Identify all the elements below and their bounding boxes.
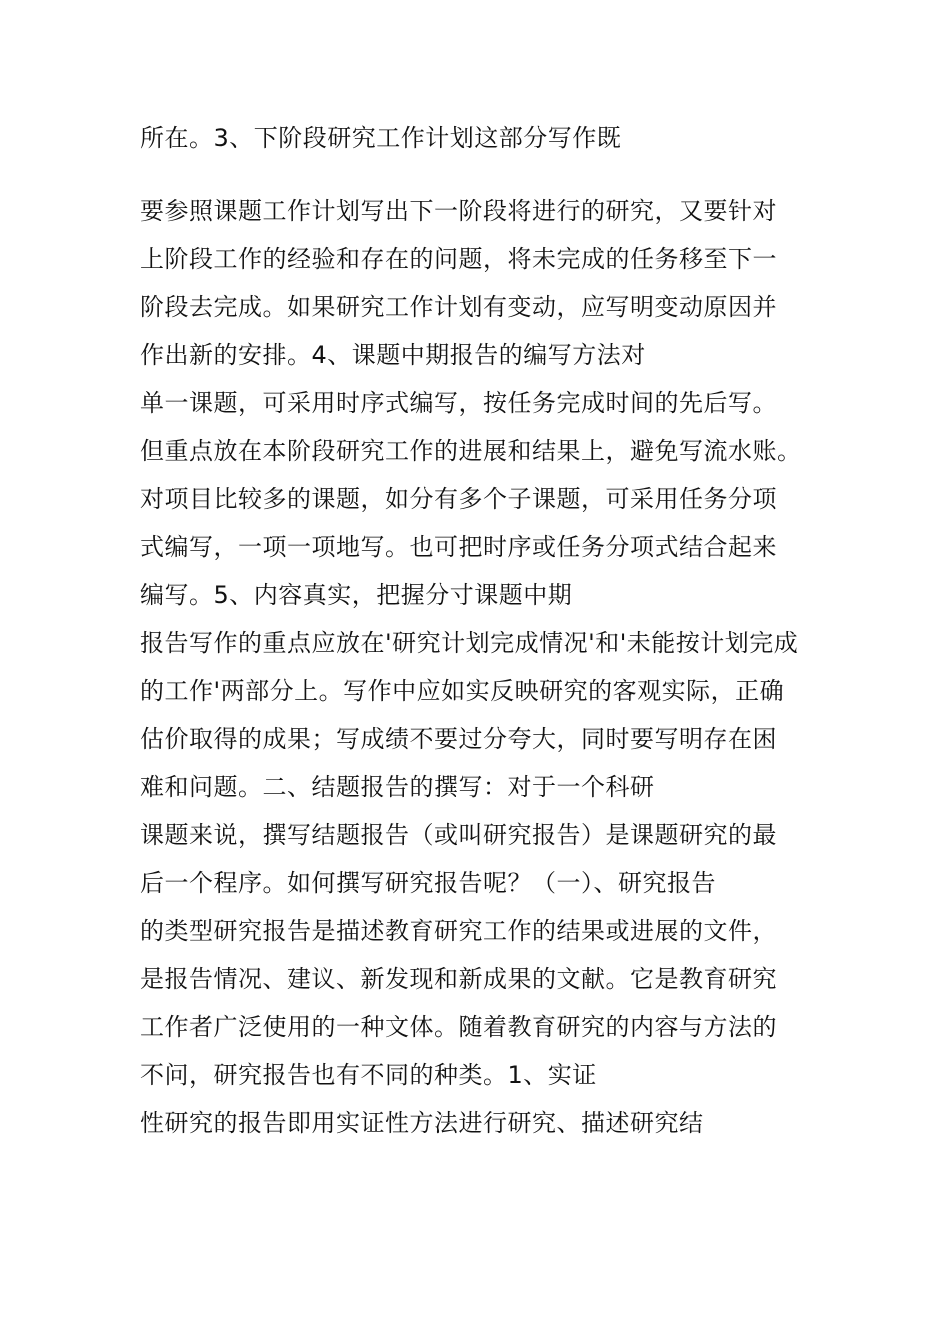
text-line: 阶段去完成。如果研究工作计划有变动，应写明变动原因并: [140, 293, 777, 321]
text-line: 不问，研究报告也有不同的种类。1、实证: [140, 1061, 597, 1089]
text-line: 要参照课题工作计划写出下一阶段将进行的研究，又要针对: [140, 197, 777, 225]
text-line: 但重点放在本阶段研究工作的进展和结果上，避免写流水账。: [140, 437, 802, 465]
document-body: [140, 114, 830, 1147]
text-line: 的工作'两部分上。写作中应如实反映研究的客观实际，正确: [140, 677, 785, 705]
text-line: 性研究的报告即用实证性方法进行研究、描述研究结: [140, 1109, 704, 1137]
text-line: 式编写，一项一项地写。也可把时序或任务分项式结合起来: [140, 533, 777, 561]
text-line: 对项目比较多的课题，如分有多个子课题，可采用任务分项: [140, 485, 777, 513]
text-line: 是报告情况、建议、新发现和新成果的文献。它是教育研究: [140, 965, 777, 993]
text-line: 作出新的安排。4、课题中期报告的编写方法对: [140, 341, 646, 369]
text-line: 工作者广泛使用的一种文体。随着教育研究的内容与方法的: [140, 1013, 777, 1041]
text-line: 后一个程序。如何撰写研究报告呢？（一）、研究报告: [140, 869, 716, 897]
text-line: 上阶段工作的经验和存在的问题，将未完成的任务移至下一: [140, 245, 777, 273]
text-line: 报告写作的重点应放在'研究计划完成情况'和'未能按计划完成: [140, 629, 799, 657]
text-line: 所在。3、下阶段研究工作计划这部分写作既: [140, 124, 622, 152]
text-line: 课题来说，撰写结题报告（或叫研究报告）是课题研究的最: [140, 821, 777, 849]
text-line: 单一课题，可采用时序式编写，按任务完成时间的先后写。: [140, 389, 777, 417]
text-line: 估价取得的成果；写成绩不要过分夸大，同时要写明存在困: [140, 725, 777, 753]
text-line: 编写。5、内容真实，把握分寸课题中期: [140, 581, 573, 609]
text-line: 难和问题。二、结题报告的撰写：对于一个科研: [140, 773, 655, 801]
text-line: 的类型研究报告是描述教育研究工作的结果或进展的文件，: [140, 917, 777, 945]
